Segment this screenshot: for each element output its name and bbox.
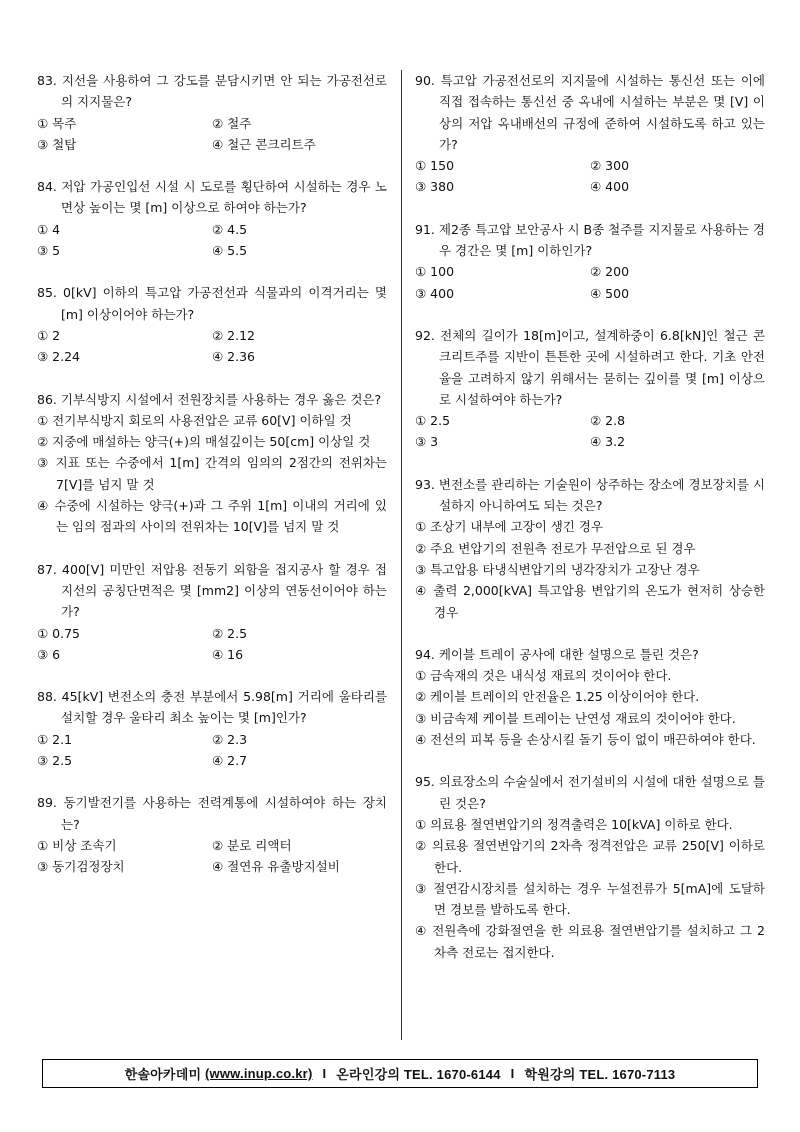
options [37,835,387,878]
option: ① 2 [37,327,61,343]
option: ③ 6 [37,646,61,662]
question-85 [37,282,387,367]
options [37,325,387,368]
option: ② 300 [590,158,630,174]
question-text: 87. 400[V] 미만인 저압용 전동기 외함을 접지공사 할 경우 접지선의 공칭단면적은 몇 [mm2] 이상의 연동선이어야 하는가? [37,561,387,620]
academy-name: 한솔아카데미 [124,1067,202,1082]
options [37,410,387,538]
left-column [37,70,387,899]
question-text: 85. 0[kV] 이하의 특고압 가공전선과 식물과의 이격거리는 몇 [m] 이상이어야 하는가? [37,285,387,322]
options [37,219,387,262]
option: ③ 5 [37,243,61,259]
option: ① 150 [415,158,455,174]
question-89 [37,792,387,877]
question-text: 92. 전체의 길이가 18[m]이고, 설계하중이 6.8[kN]인 철근 콘크리트주를 지반이 튼튼한 곳에 시설하려고 한다. 기초 안전율을 고려하지 않기 위해서는 묻히는 깊이를 몇 [m] 이상으로 시설하여야 하는가? [415,327,765,407]
option: ② 2.5 [212,625,248,641]
option: ④ 전선의 피복 등을 손상시킬 돌기 등이 없이 매끈하여야 한다. [415,732,756,748]
online-contact: 온라인강의 TEL. 1670-6144 [336,1067,501,1082]
question-94 [415,644,765,750]
option: ③ 동기검정장치 [37,859,125,875]
offline-contact: 학원강의 TEL. 1670-7113 [524,1067,676,1082]
option: ① 목주 [37,115,77,131]
option: ① 전기부식방지 회로의 사용전압은 교류 60[V] 이하일 것 [37,412,352,428]
option: ③ 절연감시장치를 설치하는 경우 누설전류가 5[mA]에 도달하면 경보를 발하도록 한다. [415,880,765,918]
option: ③ 2.24 [37,349,81,365]
option: ① 비상 조속기 [37,837,117,853]
academy-url-link[interactable]: (www.inup.co.kr) [205,1066,313,1081]
option: ① 조상기 내부에 고장이 생긴 경우 [415,519,604,535]
question-83 [37,70,387,155]
option: ① 의료용 절연변압기의 정격출력은 10[kVA] 이하로 한다. [415,816,733,832]
question-93 [415,474,765,623]
options [37,113,387,156]
option: ④ 출력 2,000[kVA] 특고압용 변압기의 온도가 현저히 상승한 경우 [415,583,765,620]
option: ① 100 [415,264,455,280]
option: ④ 절연유 유출방지설비 [212,859,340,875]
option: ④ 수중에 시설하는 양극(+)과 그 주위 1[m] 이내의 거리에 있는 임의 점과의 사이의 전위차는 10[V]를 넘지 말 것 [37,498,387,535]
option: ② 지중에 매설하는 양극(+)의 매설깊이는 50[cm] 이상일 것 [37,434,371,450]
question-92 [415,325,765,453]
option: ③ 특고압용 타냉식변압기의 냉각장치가 고장난 경우 [415,561,700,577]
options [415,410,765,453]
option: ④ 5.5 [212,243,248,259]
options [415,516,765,622]
option: ② 200 [590,264,630,280]
option: ④ 2.7 [212,753,248,769]
option: ② 철주 [212,115,252,131]
option: ③ 2.5 [37,753,73,769]
question-86 [37,389,387,538]
question-text: 84. 저압 가공인입선 시설 시 도로를 횡단하여 시설하는 경우 노면상 높이는 몇 [m] 이상으로 하여야 하는가? [37,179,387,216]
question-text: 95. 의료장소의 수술실에서 전기설비의 시설에 대한 설명으로 틀린 것은? [415,774,765,811]
question-87 [37,559,387,665]
options [415,665,765,750]
question-95 [415,771,765,963]
question-text: 83. 지선을 사용하여 그 강도를 분담시키면 안 되는 가공전선로의 지지물은? [37,73,387,110]
question-88 [37,686,387,771]
option: ② 4.5 [212,221,248,237]
option: ① 2.5 [415,413,451,429]
option: ③ 철탑 [37,136,77,152]
question-text: 93. 변전소를 관리하는 기술원이 상주하는 장소에 경보장치를 시설하지 아니하여도 되는 것은? [415,476,765,514]
option: ④ 2.36 [212,349,256,365]
option: ② 케이블 트레이의 안전율은 1.25 이상이어야 한다. [415,689,700,705]
option: ④ 3.2 [590,434,626,450]
option: ① 2.1 [37,731,73,747]
question-91 [415,219,765,304]
option: ① 0.75 [37,625,81,641]
option: ④ 16 [212,646,244,662]
option: ④ 전원측에 강화절연을 한 의료용 절연변압기를 설치하고 그 2차측 전로는 접지한다. [415,923,765,960]
footer-banner [42,1059,758,1088]
option: ③ 380 [415,179,455,195]
option: ③ 3 [415,434,439,450]
option: ③ 비금속제 케이블 트레이는 난연성 재료의 것이어야 한다. [415,710,736,726]
question-text: 86. 기부식방지 시설에서 전원장치를 사용하는 경우 옳은 것은? [37,391,382,407]
question-text: 88. 45[kV] 변전소의 충전 부분에서 5.98[m] 거리에 울타리를 설치할 경우 울타리 최소 높이는 몇 [m]인가? [37,689,387,726]
options [37,729,387,772]
option: ② 주요 변압기의 전원측 전로가 무전압으로 된 경우 [415,540,696,556]
option: ② 의료용 절연변압기의 2차측 정격전압은 교류 250[V] 이하로 한다. [415,838,765,875]
option: ① 금속재의 것은 내식성 재료의 것이어야 한다. [415,668,672,684]
question-text: 91. 제2종 특고압 보안공사 시 B종 철주를 지지물로 사용하는 경우 경간은 몇 [m] 이하인가? [415,221,765,259]
options [415,155,765,198]
option: ② 2.8 [590,413,626,429]
option: ① 4 [37,221,61,237]
right-column [415,70,765,984]
options [415,814,765,963]
question-90 [415,70,765,198]
separator: I [510,1066,515,1081]
question-text: 90. 특고압 가공전선로의 지지물에 시설하는 통신선 또는 이에 직접 접속하는 통신선 중 옥내에 시설하는 부분은 몇 [V] 이상의 저압 옥내배선의 규정에 준하여 시설하도록 하고 있는가? [415,73,765,152]
question-text: 94. 케이블 트레이 공사에 대한 설명으로 틀린 것은? [415,646,699,662]
column-divider [401,70,402,1040]
options [415,261,765,304]
separator: I [322,1066,327,1081]
option: ④ 400 [590,179,630,195]
question-84 [37,176,387,261]
option: ② 2.12 [212,327,256,343]
question-text: 89. 동기발전기를 사용하는 전력계통에 시설하여야 하는 장치는? [37,795,387,832]
option: ② 2.3 [212,731,248,747]
option: ② 분로 리액터 [212,837,292,853]
options [37,623,387,666]
option: ④ 500 [590,285,630,301]
option: ④ 철근 콘크리트주 [212,136,316,152]
option: ③ 400 [415,285,455,301]
option: ③ 지표 또는 수중에서 1[m] 간격의 임의의 2점간의 전위차는 7[V]를 넘지 말 것 [37,455,387,492]
